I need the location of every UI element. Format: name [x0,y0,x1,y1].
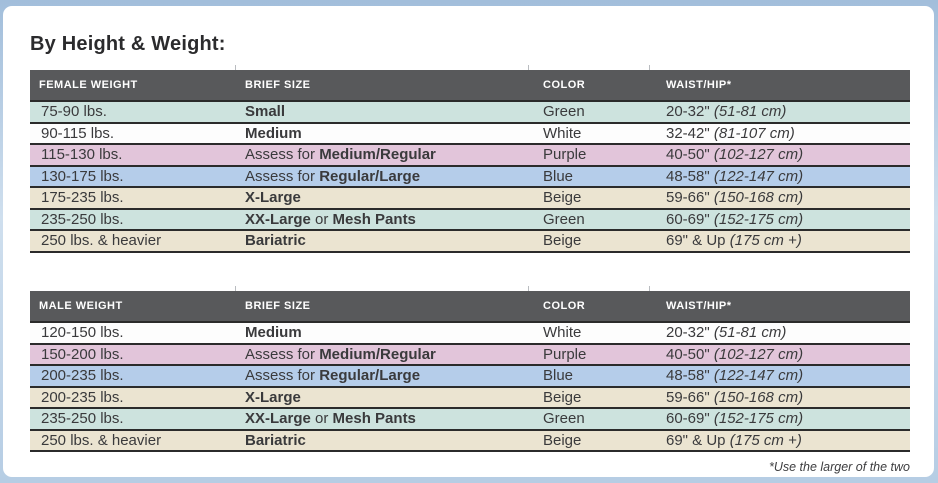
waist-hip-cell [649,432,910,449]
waist-metric: (152-175 cm) [713,210,804,228]
column-header: BRIEF SIZE [245,79,311,91]
table-row [30,100,910,122]
table-row [30,229,910,251]
color-cell: Green [543,410,585,428]
weight-cell: 90-115 lbs. [41,124,115,142]
female-sizing-table [30,70,910,253]
table-row [30,429,910,451]
column-divider-tick [528,65,529,70]
waist-inches: 69" & Up [666,232,730,250]
weight-cell: 235-250 lbs. [41,410,124,428]
waist-hip-cell [649,211,910,228]
waist-metric: (150-168 cm) [713,189,804,207]
table-row [30,343,910,365]
brief-size-cell [235,168,528,185]
color-cell: Blue [543,367,574,385]
waist-inches: 60-69" [666,210,714,228]
waist-hip-cell [649,103,910,120]
brief-size-segment: Assess for [245,367,320,385]
weight-cell: 235-250 lbs. [41,210,124,228]
waist-inches: 40-50" [666,345,714,363]
column-header: WAIST/HIP* [666,300,732,312]
waist-hip-cell [649,389,910,406]
table-row [30,364,910,386]
waist-metric: (175 cm +) [729,431,802,449]
brief-size-segment: Bariatric [245,431,306,449]
brief-size-cell [235,232,528,249]
weight-cell: 200-235 lbs. [41,367,124,385]
color-cell: Beige [543,388,582,406]
color-cell: Purple [543,345,587,363]
brief-size-segment: XX-Large [245,410,311,428]
brief-size-segment: Medium [245,124,302,142]
brief-size-cell [235,432,528,449]
column-divider-tick [235,286,236,291]
brief-size-cell [235,211,528,228]
column-header: MALE WEIGHT [39,300,123,312]
column-divider-tick [649,286,650,291]
waist-metric: (51-81 cm) [713,324,787,342]
waist-metric: (122-147 cm) [713,167,804,185]
brief-size-segment: or [310,210,333,228]
brief-size-segment: X-Large [245,189,301,207]
table-row [30,386,910,408]
column-header: COLOR [543,79,586,91]
waist-metric: (51-81 cm) [713,103,787,121]
waist-inches: 48-58" [666,367,714,385]
waist-metric: (122-147 cm) [713,367,804,385]
brief-size-cell [235,389,528,406]
waist-hip-cell [649,346,910,363]
weight-cell: 200-235 lbs. [41,388,124,406]
brief-size-segment: Mesh Pants [332,410,416,428]
column-divider-tick [649,65,650,70]
brief-size-segment: Mesh Pants [332,210,416,228]
color-cell: Green [543,210,585,228]
waist-hip-cell [649,232,910,249]
column-divider-tick [235,65,236,70]
table-row [30,407,910,429]
waist-inches: 32-42" [666,124,714,142]
brief-size-segment: Regular/Large [319,367,421,385]
brief-size-cell [235,324,528,341]
color-cell: Beige [543,232,582,250]
footnote: *Use the larger of the two [768,460,910,474]
table-row [30,208,910,230]
column-header: BRIEF SIZE [245,300,311,312]
waist-inches: 59-66" [666,189,714,207]
column-header: COLOR [543,300,586,312]
male-sizing-table [30,291,910,452]
color-cell: White [543,124,582,142]
brief-size-segment: Small [245,103,286,121]
weight-cell: 75-90 lbs. [41,103,107,121]
waist-metric: (152-175 cm) [713,410,804,428]
brief-size-segment: Medium/Regular [319,146,436,164]
waist-inches: 69" & Up [666,431,730,449]
brief-size-cell [235,146,528,163]
color-cell: Green [543,103,585,121]
height-weight-card [3,6,934,477]
weight-cell: 250 lbs. & heavier [41,431,162,449]
brief-size-segment: Regular/Large [319,167,421,185]
waist-inches: 20-32" [666,324,714,342]
weight-cell: 150-200 lbs. [41,345,124,363]
brief-size-cell [235,367,528,384]
column-divider-tick [528,286,529,291]
table-row [30,165,910,187]
brief-size-cell [235,103,528,120]
brief-size-segment: Medium/Regular [319,345,436,363]
column-header: WAIST/HIP* [666,79,732,91]
color-cell: White [543,324,582,342]
weight-cell: 175-235 lbs. [41,189,124,207]
brief-size-cell [235,346,528,363]
color-cell: Beige [543,189,582,207]
brief-size-segment: Medium [245,324,302,342]
waist-metric: (150-168 cm) [713,388,804,406]
brief-size-segment: Assess for [245,345,320,363]
table-row [30,321,910,343]
male-table-body [30,321,910,452]
waist-inches: 40-50" [666,146,714,164]
waist-inches: 48-58" [666,167,714,185]
column-header: FEMALE WEIGHT [39,79,138,91]
male-table-header-row [30,291,910,321]
waist-hip-cell [649,168,910,185]
brief-size-segment: X-Large [245,388,301,406]
color-cell: Purple [543,146,587,164]
brief-size-segment: Assess for [245,146,320,164]
waist-hip-cell [649,146,910,163]
color-cell: Blue [543,167,574,185]
female-table-header-row [30,70,910,100]
waist-hip-cell [649,125,910,142]
color-cell: Beige [543,431,582,449]
waist-metric: (81-107 cm) [713,124,795,142]
waist-hip-cell [649,410,910,427]
weight-cell: 115-130 lbs. [41,146,123,164]
waist-hip-cell [649,324,910,341]
waist-metric: (102-127 cm) [713,146,804,164]
brief-size-segment: XX-Large [245,210,311,228]
table-row [30,186,910,208]
waist-inches: 20-32" [666,103,714,121]
weight-cell: 250 lbs. & heavier [41,232,162,250]
brief-size-segment: Assess for [245,167,320,185]
waist-metric: (175 cm +) [729,232,802,250]
waist-inches: 59-66" [666,388,714,406]
brief-size-segment: Bariatric [245,232,306,250]
female-table-body [30,100,910,253]
page-title: By Height & Weight: [30,33,226,55]
brief-size-cell [235,410,528,427]
waist-inches: 60-69" [666,410,714,428]
waist-hip-cell [649,367,910,384]
table-row [30,122,910,144]
brief-size-cell [235,189,528,206]
table-row [30,143,910,165]
brief-size-cell [235,125,528,142]
waist-hip-cell [649,189,910,206]
weight-cell: 130-175 lbs. [41,167,124,185]
weight-cell: 120-150 lbs. [41,324,124,342]
waist-metric: (102-127 cm) [713,345,804,363]
brief-size-segment: or [310,410,333,428]
